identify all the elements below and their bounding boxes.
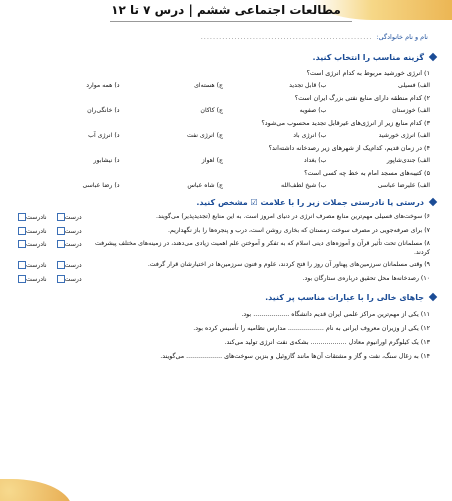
options-row — [16, 107, 436, 114]
options-row — [16, 157, 436, 164]
statement-text: ۷) برای صرفه‌جویی در مصرف سوخت زمستان که بخاری روشن است، درب و پنجره‌ها را باز نگهداریم. — [168, 226, 430, 234]
checkbox-icon[interactable] — [57, 275, 65, 283]
title-underline — [110, 21, 352, 22]
fill-item[interactable]: ۱۳) یک کیلوگرم اورانیوم معادل .................. بشکه‌ی نفت انرژی تولید می‌کند. — [224, 339, 430, 346]
question — [16, 169, 436, 189]
checkbox-icon[interactable] — [57, 240, 65, 248]
option[interactable]: د) رضا عباسی — [82, 182, 120, 189]
checkbox-icon[interactable] — [57, 213, 65, 221]
checkbox-icon[interactable] — [57, 227, 65, 235]
options-row — [16, 132, 436, 139]
false-option[interactable]: نادرست — [16, 213, 47, 223]
fill-item[interactable]: ۱۱) یکی از مهم‌ترین مراکز علمی ایران قدیم دانشگاه .................. بود. — [241, 311, 430, 318]
option[interactable]: د) نیشابور — [93, 157, 120, 164]
checkbox-icon[interactable] — [18, 240, 26, 248]
diamond-icon — [429, 53, 437, 61]
option[interactable]: ج) انرژی نفت — [187, 132, 223, 139]
answer-boxes — [16, 227, 82, 237]
true-false-item — [16, 227, 436, 237]
section-title: گزینه مناسب را انتخاب کنید. — [16, 50, 436, 64]
question — [16, 94, 436, 114]
option[interactable]: ج) اهواز — [201, 157, 223, 164]
page-title: مطالعات اجتماعی ششم | درس ۷ تا ۱۲ — [111, 3, 341, 17]
question-text: ۲) کدام منطقه دارای منابع نفتی بزرگ ایران است؟ — [294, 94, 430, 102]
checkbox-icon[interactable] — [18, 227, 26, 235]
options-row — [16, 182, 436, 189]
true-false-item — [16, 275, 436, 285]
false-option[interactable]: نادرست — [16, 227, 47, 237]
section-title: درستی یا نادرستی جملات زیر را با علامت ☑ مشخص کنید. — [16, 195, 436, 209]
question-text: ۱) انرژی خورشید مربوط به کدام انرژی است؟ — [306, 69, 430, 77]
checkbox-icon[interactable] — [18, 213, 26, 221]
checkbox-icon[interactable] — [18, 261, 26, 269]
checkbox-icon[interactable] — [18, 275, 26, 283]
header — [0, 0, 452, 30]
question-text: ۵) کتیبه‌های مسجد امام به خط چه کسی است؟ — [304, 169, 430, 177]
true-false-item — [16, 261, 436, 271]
answer-boxes — [16, 240, 82, 250]
name-blank[interactable]: ........................................................ — [200, 33, 373, 41]
true-option[interactable]: درست — [55, 261, 82, 271]
true-option[interactable]: درست — [55, 213, 82, 223]
answer-boxes — [16, 261, 82, 271]
question-text: ۳) کدام منابع زیر از انرژی‌های غیرقابل تجدید محسوب می‌شود؟ — [261, 119, 430, 127]
fill-item[interactable]: ۱۴) به زغال سنگ، نفت و گاز و مشتقات آن‌ها مانند گازوئیل و بنزین سوخت‌های .................. می‌گویند. — [160, 353, 430, 360]
statement-text: ۱۰) رصدخانه‌ها محل تحقیق درباره‌ی ستارگان بود. — [302, 274, 430, 282]
question-text: ۴) در زمان قدیم، کدام‌یک از شهرهای زیر رصدخانه داشته‌اند؟ — [268, 144, 430, 152]
true-false-item — [16, 213, 436, 223]
answer-boxes — [16, 275, 82, 285]
checkbox-icon[interactable] — [57, 261, 65, 269]
fill-item[interactable]: ۱۲) یکی از وزیران معروف ایرانی به نام .................. مدارس نظامیه را تأسیس کرده بود. — [193, 325, 430, 332]
option[interactable]: ب) انرژی باد — [293, 132, 327, 139]
section-fill-in — [0, 290, 452, 360]
section-true-false — [0, 195, 452, 284]
option[interactable]: د) خانگی‌ران — [87, 107, 120, 114]
section-title: جاهای خالی را با عبارات مناسب پر کنید. — [16, 290, 436, 304]
option[interactable]: ب) بغداد — [303, 157, 327, 164]
question — [16, 119, 436, 139]
false-option[interactable]: نادرست — [16, 275, 47, 285]
question — [16, 69, 436, 89]
name-label: نام و نام خانوادگی: — [376, 33, 428, 41]
answer-boxes — [16, 213, 82, 223]
option[interactable]: الف) خوزستان — [392, 107, 430, 114]
true-option[interactable]: درست — [55, 240, 82, 250]
false-option[interactable]: نادرست — [16, 261, 47, 271]
option[interactable]: الف) علیرضا عباسی — [377, 182, 430, 189]
statement-text: ۶) سوخت‌های فسیلی مهم‌ترین منابع مصرف انرژی در دنیای امروز است. به این منابع (تجدیدپذیر) می‌گویند. — [156, 213, 430, 220]
question — [16, 144, 436, 164]
option[interactable]: ب) شیخ لطف‌الله — [280, 182, 327, 189]
option[interactable]: ب) قابل تجدید — [289, 82, 327, 89]
option[interactable]: الف) انرژی خورشید — [378, 132, 430, 139]
option[interactable]: د) انرژی آب — [88, 132, 120, 139]
name-line — [0, 30, 452, 44]
option[interactable]: الف) جندی‌شاپور — [386, 157, 430, 164]
footer-decoration — [0, 479, 72, 501]
options-row — [16, 82, 436, 89]
diamond-icon — [429, 198, 437, 206]
statement-text: ۹) وقتی مسلمانان سرزمین‌های پهناور آن روز را فتح کردند، علوم و فنون سرزمین‌ها در اختیارشان قرار گرفت. — [147, 261, 430, 268]
false-option[interactable]: نادرست — [16, 240, 47, 250]
option[interactable]: ج) شاه عباس — [187, 182, 223, 189]
statement-text: ۸) مسلمانان تحت تأثیر قرآن و آموزه‌های دینی اسلام که به تفکر و آموختن علم اهمیت زیادی می‌دهند، در زمینه‌های مختلف پیشرفت کردند. — [95, 240, 430, 256]
section-multiple-choice — [0, 50, 452, 189]
option[interactable]: ب) صفویه — [299, 107, 327, 114]
true-false-item — [16, 240, 436, 257]
option[interactable]: ج) هسته‌ای — [194, 82, 223, 89]
option[interactable]: د) همه موارد — [86, 82, 120, 89]
diamond-icon — [429, 293, 437, 301]
option[interactable]: الف) فسیلی — [398, 82, 430, 89]
option[interactable]: ج) کاکان — [200, 107, 223, 114]
true-option[interactable]: درست — [55, 227, 82, 237]
true-option[interactable]: درست — [55, 275, 82, 285]
